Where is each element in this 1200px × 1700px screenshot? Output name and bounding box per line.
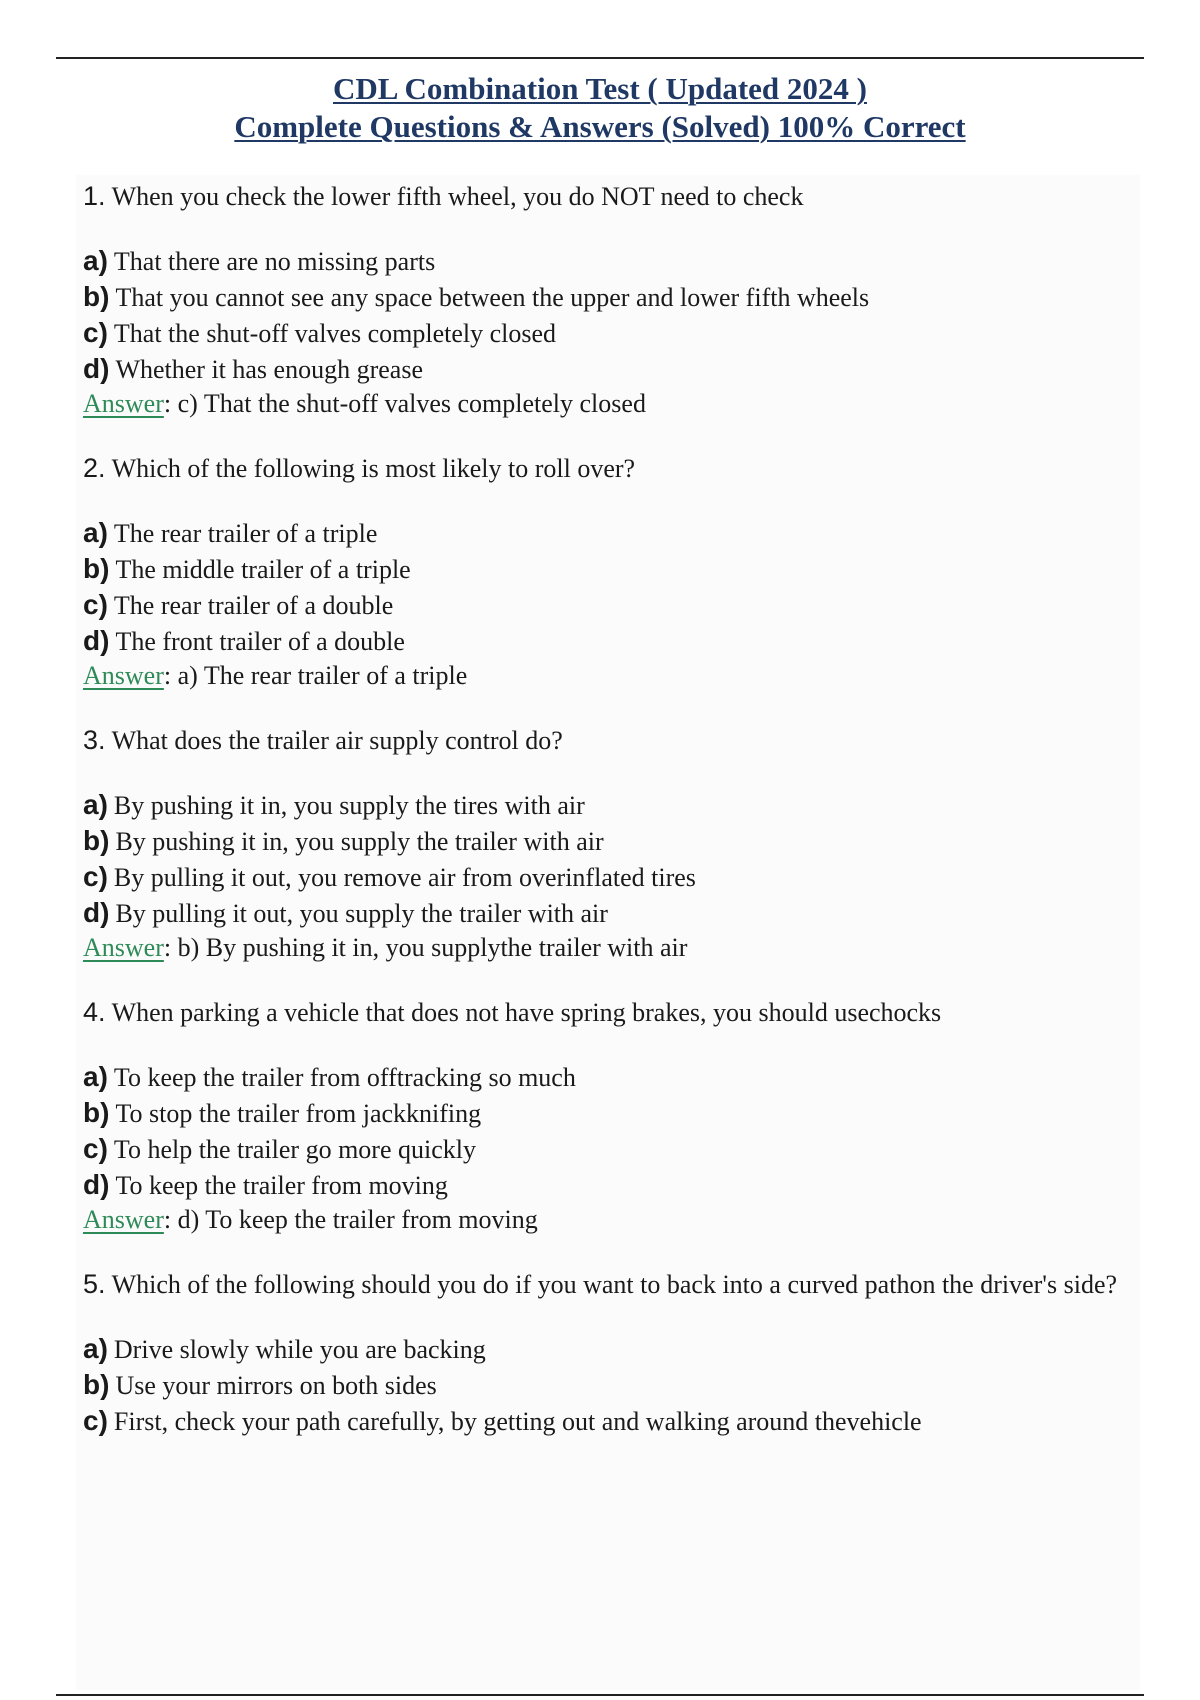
option-c: [83, 1131, 1143, 1167]
question-number: 3.: [83, 725, 106, 755]
question-list: [83, 180, 1143, 1439]
option-letter: b): [83, 1097, 110, 1128]
option-letter: a): [83, 1061, 108, 1092]
option-text: That there are no missing parts: [113, 247, 436, 276]
question-prompt: When parking a vehicle that does not have spring brakes, you should usechocks: [111, 998, 942, 1027]
option-a: [83, 787, 1143, 823]
option-letter: a): [83, 245, 108, 276]
question-text: [83, 180, 1143, 213]
option-text: The rear trailer of a double: [113, 591, 394, 620]
answer-line: [83, 1203, 1143, 1236]
answer-text: : a) The rear trailer of a triple: [163, 661, 468, 690]
option-d: [83, 351, 1143, 387]
option-letter: b): [83, 281, 110, 312]
option-text: Use your mirrors on both sides: [115, 1371, 437, 1400]
title-line-2: Complete Questions & Answers (Solved) 100% Correct: [234, 109, 966, 144]
answer-line: [83, 931, 1143, 964]
option-a: [83, 515, 1143, 551]
option-letter: d): [83, 897, 110, 928]
option-text: To keep the trailer from offtracking so much: [113, 1063, 576, 1092]
document-title: [0, 70, 1200, 146]
option-text: To keep the trailer from moving: [115, 1171, 448, 1200]
option-c: [83, 859, 1143, 895]
question-text: [83, 1268, 1143, 1301]
question-number: 4.: [83, 997, 106, 1027]
option-list: [83, 1331, 1143, 1439]
option-text: The front trailer of a double: [115, 627, 405, 656]
bottom-rule: [56, 1694, 1144, 1696]
option-a: [83, 1331, 1143, 1367]
answer-text: : b) By pushing it in, you supplythe trailer with air: [163, 933, 688, 962]
option-list: [83, 787, 1143, 931]
option-list: [83, 515, 1143, 659]
option-c: [83, 315, 1143, 351]
option-letter: b): [83, 825, 110, 856]
answer-label: Answer: [83, 389, 164, 418]
option-letter: b): [83, 1369, 110, 1400]
question-text: [83, 452, 1143, 485]
option-text: By pulling it out, you supply the trailer with air: [115, 899, 608, 928]
option-text: By pushing it in, you supply the trailer with air: [115, 827, 604, 856]
option-list: [83, 1059, 1143, 1203]
title-line-1: CDL Combination Test ( Updated 2024 ): [333, 71, 867, 106]
option-text: To stop the trailer from jackknifing: [115, 1099, 482, 1128]
option-letter: a): [83, 517, 108, 548]
option-a: [83, 1059, 1143, 1095]
option-letter: b): [83, 553, 110, 584]
option-b: [83, 279, 1143, 315]
option-text: First, check your path carefully, by getting out and walking around thevehicle: [113, 1407, 922, 1436]
option-b: [83, 823, 1143, 859]
option-letter: c): [83, 861, 108, 892]
question-number: 2.: [83, 453, 106, 483]
option-letter: d): [83, 353, 110, 384]
option-letter: d): [83, 625, 110, 656]
option-letter: d): [83, 1169, 110, 1200]
question-number: 5.: [83, 1269, 106, 1299]
question-5: [83, 1268, 1143, 1439]
option-text: Drive slowly while you are backing: [113, 1335, 486, 1364]
answer-line: [83, 387, 1143, 420]
option-text: By pulling it out, you remove air from overinflated tires: [113, 863, 696, 892]
question-prompt: Which of the following is most likely to roll over?: [111, 454, 636, 483]
option-text: That you cannot see any space between the upper and lower fifth wheels: [115, 283, 870, 312]
answer-text: : c) That the shut-off valves completely closed: [163, 389, 646, 418]
option-text: To help the trailer go more quickly: [113, 1135, 476, 1164]
answer-line: [83, 659, 1143, 692]
option-b: [83, 1367, 1143, 1403]
question-text: [83, 996, 1143, 1029]
option-letter: c): [83, 589, 108, 620]
question-prompt: What does the trailer air supply control do?: [111, 726, 563, 755]
option-b: [83, 551, 1143, 587]
option-d: [83, 1167, 1143, 1203]
answer-label: Answer: [83, 933, 164, 962]
answer-label: Answer: [83, 1205, 164, 1234]
option-list: [83, 243, 1143, 387]
question-4: [83, 996, 1143, 1236]
question-prompt: Which of the following should you do if you want to back into a curved pathon the driver's side?: [111, 1270, 1118, 1299]
option-c: [83, 1403, 1143, 1439]
option-a: [83, 243, 1143, 279]
question-text: [83, 724, 1143, 757]
question-3: [83, 724, 1143, 964]
option-letter: a): [83, 789, 108, 820]
option-d: [83, 623, 1143, 659]
question-prompt: When you check the lower fifth wheel, you do NOT need to check: [111, 182, 804, 211]
option-text: Whether it has enough grease: [115, 355, 423, 384]
answer-label: Answer: [83, 661, 164, 690]
option-letter: c): [83, 1405, 108, 1436]
option-b: [83, 1095, 1143, 1131]
option-text: By pushing it in, you supply the tires with air: [113, 791, 585, 820]
option-d: [83, 895, 1143, 931]
option-letter: c): [83, 1133, 108, 1164]
option-text: That the shut-off valves completely closed: [113, 319, 557, 348]
option-text: The rear trailer of a triple: [113, 519, 378, 548]
option-text: The middle trailer of a triple: [115, 555, 411, 584]
top-rule: [56, 57, 1144, 59]
question-2: [83, 452, 1143, 692]
answer-text: : d) To keep the trailer from moving: [163, 1205, 538, 1234]
option-letter: c): [83, 317, 108, 348]
question-1: [83, 180, 1143, 420]
question-number: 1.: [83, 181, 106, 211]
option-letter: a): [83, 1333, 108, 1364]
option-c: [83, 587, 1143, 623]
